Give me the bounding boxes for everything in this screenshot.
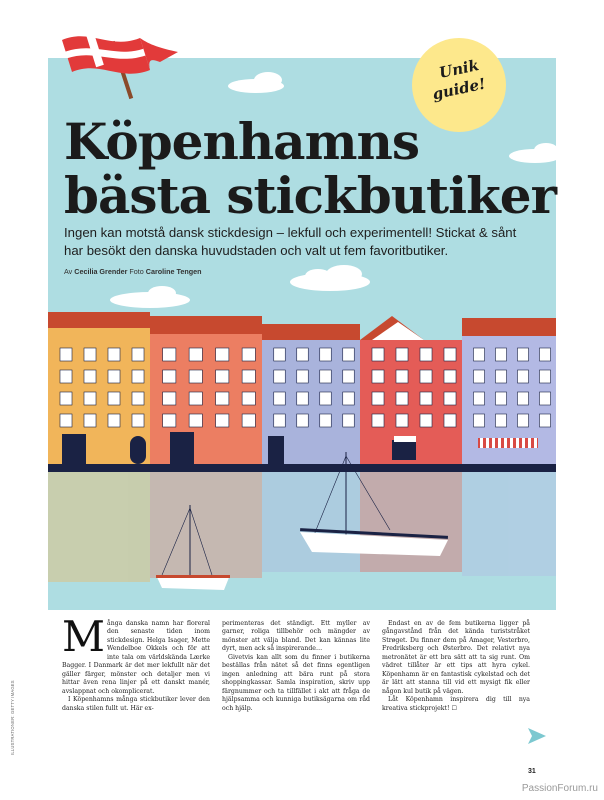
house-window (132, 348, 144, 361)
byline-photo-prefix: Foto (129, 267, 144, 276)
house-window (163, 348, 176, 361)
house-window (108, 348, 120, 361)
body-paragraph: I Köpenhamns många stickbutiker lever den danska stilen fullt ut. Här ex- (62, 696, 210, 712)
house-window (343, 370, 355, 383)
house-window (84, 348, 96, 361)
house-window (274, 348, 286, 361)
house-window (320, 348, 332, 361)
house-window (216, 370, 229, 383)
house-window (540, 392, 551, 405)
house-window (108, 392, 120, 405)
image-credit: ILLUSTRATIONER: GETTY IMAGES (10, 680, 15, 755)
house-window (518, 392, 529, 405)
article-title-line1: Köpenhamns (64, 112, 419, 171)
house-window (189, 414, 202, 427)
house-window (297, 414, 309, 427)
house-window (396, 414, 408, 427)
body-paragraph: Endast en av de fem butikerna ligger på gångavstånd från det kända turiststråket Strøget. Du finner dem på Amager, Vesterbro, Fredriksberg och Østerbro. Det relativt nya metronätet är ett bra sätt att ta sig runt. Om vädret tillåter är ett tips att hyra cykel. Köpenhamn är en fantastisk cykelstad och det är lätt att stanna till vid ett mysigt fik eller någon kul butik på vägen. (382, 620, 530, 695)
house-window (444, 392, 456, 405)
body-paragraph: Givetvis kan allt som du finner i butikerna beställas från nätet så det finns egentligen ingen anledning att bära runt på stora shoppingkassar. Samla inspiration, skriv upp färgnummer och ta tillfället i akt att fråga de hjälpsamma och kunniga butiksägarna om råd och hjälp. (222, 653, 370, 712)
house-window (297, 348, 309, 361)
house-window (444, 348, 456, 361)
house-window (242, 370, 255, 383)
article-title-line2: bästa stickbutiker (64, 166, 556, 225)
house-window (84, 370, 96, 383)
house-window (420, 414, 432, 427)
house-window (297, 370, 309, 383)
house-window (518, 414, 529, 427)
house-window (163, 370, 176, 383)
house-window (540, 348, 551, 361)
house-window (163, 414, 176, 427)
page-number: 31 (528, 768, 536, 775)
continue-arrow-icon (528, 728, 546, 744)
quay (48, 464, 556, 472)
house-window (372, 392, 384, 405)
house-window (216, 392, 229, 405)
house-window (108, 370, 120, 383)
house-window (496, 392, 507, 405)
author-name: Cecilia Grender (74, 267, 128, 276)
house-window (274, 392, 286, 405)
body-paragraph (62, 612, 210, 696)
house-window (518, 348, 529, 361)
body-paragraph: perimenteras det ständigt. Ett myller av garner, roliga tillbehör och mängder av mönster att välja bland. Det kan kännas lite dyrt, men ack så inspirerande… (222, 620, 370, 653)
house-window (396, 348, 408, 361)
house-window (297, 392, 309, 405)
article-lede: Ingen kan motstå dansk stickdesign – lekfull och experimentell! Stickat & sånt har besökt den danska huvudstaden och valt ut fem favoritbutiker. (64, 225, 517, 258)
house-window (274, 370, 286, 383)
house-window (372, 348, 384, 361)
house-window (420, 370, 432, 383)
house-window (189, 348, 202, 361)
body-text: ånga danska namn har floreral den senaste tiden inom stickdesign. Helga Isager, Mette Wendelboe Okkels och för att inte tala om världskända Lærke Bagger. I Danmark är det mer lekfullt när det gäller färger, mönster och detaljer men vi hittar även rena linjer på ett danskt manér, avslappnat och okomplicerat. (62, 620, 210, 695)
house-window (189, 370, 202, 383)
water-reflection (48, 472, 556, 582)
house-window (420, 348, 432, 361)
drop-cap: M (62, 612, 106, 661)
house-window (242, 348, 255, 361)
house-window (84, 392, 96, 405)
house-window (60, 414, 72, 427)
photographer-name: Caroline Tengen (145, 267, 202, 276)
house-window (163, 392, 176, 405)
house-window (343, 414, 355, 427)
house-window (444, 414, 456, 427)
house-window (320, 414, 332, 427)
house-window (189, 392, 202, 405)
house-window (216, 414, 229, 427)
house-window (496, 348, 507, 361)
house-window (320, 392, 332, 405)
house-window (474, 348, 485, 361)
house-window (132, 392, 144, 405)
house-window (343, 348, 355, 361)
house-window (372, 414, 384, 427)
body-column-3 (382, 620, 530, 713)
house-window (496, 370, 507, 383)
house-window (320, 370, 332, 383)
house-window (132, 414, 144, 427)
body-paragraph: Låt Köpenhamn inspirera dig till nya kreativa stickprojekt! ☐ (382, 696, 530, 712)
house-window (474, 370, 485, 383)
body-column-2 (222, 620, 370, 713)
house-window (216, 348, 229, 361)
watermark: PassionForum.ru (521, 783, 598, 794)
house-window (396, 370, 408, 383)
house-window (132, 370, 144, 383)
house-window (60, 348, 72, 361)
house-window (518, 370, 529, 383)
byline-author-prefix: Av (64, 267, 73, 276)
house-window (242, 392, 255, 405)
house-window (474, 414, 485, 427)
house-window (60, 392, 72, 405)
house-window (60, 370, 72, 383)
house-window (420, 392, 432, 405)
body-column-1 (62, 612, 210, 713)
house-window (444, 370, 456, 383)
badge-line2: guide! (430, 74, 488, 104)
house-window (343, 392, 355, 405)
house-window (84, 414, 96, 427)
badge-line1: Unik (437, 56, 481, 82)
house-window (474, 392, 485, 405)
house-window (540, 414, 551, 427)
house-window (496, 414, 507, 427)
byline (64, 267, 202, 276)
house-window (396, 392, 408, 405)
harbour-houses (48, 312, 556, 464)
house-window (274, 414, 286, 427)
house-window (242, 414, 255, 427)
house-window (108, 414, 120, 427)
house-window (372, 370, 384, 383)
house-window (540, 370, 551, 383)
unique-guide-badge (412, 38, 506, 132)
